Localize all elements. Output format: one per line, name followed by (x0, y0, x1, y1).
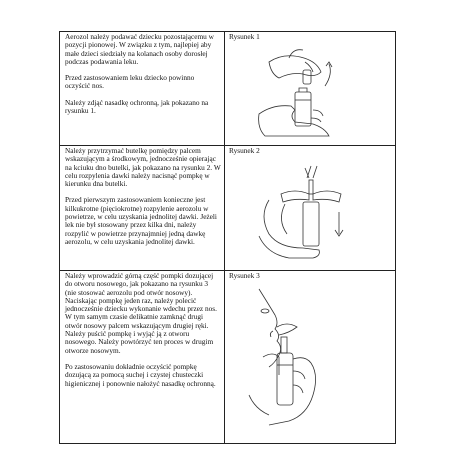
figure-label: Rysunek 3 (229, 271, 260, 280)
instruction-text-cell (60, 146, 225, 270)
figure-cell (225, 271, 395, 443)
instruction-paragraph: Przed pierwszym zastosowaniem konieczne jest kilkukrotne (pięciokrotne) rozpylenie aerozolu w powietrze, w celu uzyskania jednolitej dawki. Jeżeli lek nie był stosowany przez kilka dni, należy rozpylić w powietrze przynajmniej jedną dawkę aerozolu, w celu uzyskania jednolitej dawki. (65, 195, 217, 246)
figure-cell (225, 146, 395, 270)
figure-cell (225, 32, 395, 145)
instruction-paragraph: Aerozol należy podawać dziecku pozostającemu w pozycji pionowej. W związku z tym, najlepiej aby małe dzieci siedziały na kolanach osoby dorosłej podczas podawania leku. (65, 32, 214, 66)
instruction-paragraph: Przed zastosowaniem leku dziecko powinno oczyścić nos. (65, 73, 195, 91)
figure-label: Rysunek 2 (229, 146, 260, 155)
figure-3-nasal-application-illustration (229, 285, 379, 430)
table-row (60, 146, 395, 271)
figure-label: Rysunek 1 (229, 32, 260, 41)
figure-1-remove-cap-illustration (229, 44, 379, 139)
instruction-paragraph: Po zastosowaniu dokładnie oczyścić pompkę dozującą za pomocą suchej i czystej chusteczki higienicznej i ponownie nałożyć nasadkę ochronną. (65, 361, 216, 388)
instruction-paragraph: Należy przytrzymać butelkę pomiędzy palcem wskazującym a środkowym, jednocześnie opierając na kciuku dno butelki, jak pokazano na rysunku 2. W celu rozpylenia dawki należy nacisnąć pompkę w kierunku dna butelki. (65, 146, 221, 189)
instruction-table (59, 31, 396, 444)
instruction-paragraph: Należy zdjąć nasadkę ochronną, jak pokazano na rysunku 1. (65, 97, 209, 116)
instruction-text-cell (60, 271, 225, 443)
table-row (60, 271, 395, 443)
instruction-text-cell (60, 32, 225, 145)
instruction-paragraph: Należy wprowadzić górną część pompki dozującej do otworu nosowego, jak pokazano na rysunku 3 (nie stosować aerozolu pod otwór nosowy). Naciskając pompkę jeden raz, należy polecić jednocześnie dziecku wykonanie wdechu przez nos. W tym samym czasie delikatnie zamknąć drugi otwór nosowy palcem wskazującym drugiej ręki. Należy puścić pompkę i wyjąć ją z otworu nosowego. Należy powtórzyć ten proces w drugim otworze nosowym. (65, 271, 217, 355)
figure-2-hold-bottle-illustration (229, 160, 379, 265)
table-row (60, 32, 395, 146)
